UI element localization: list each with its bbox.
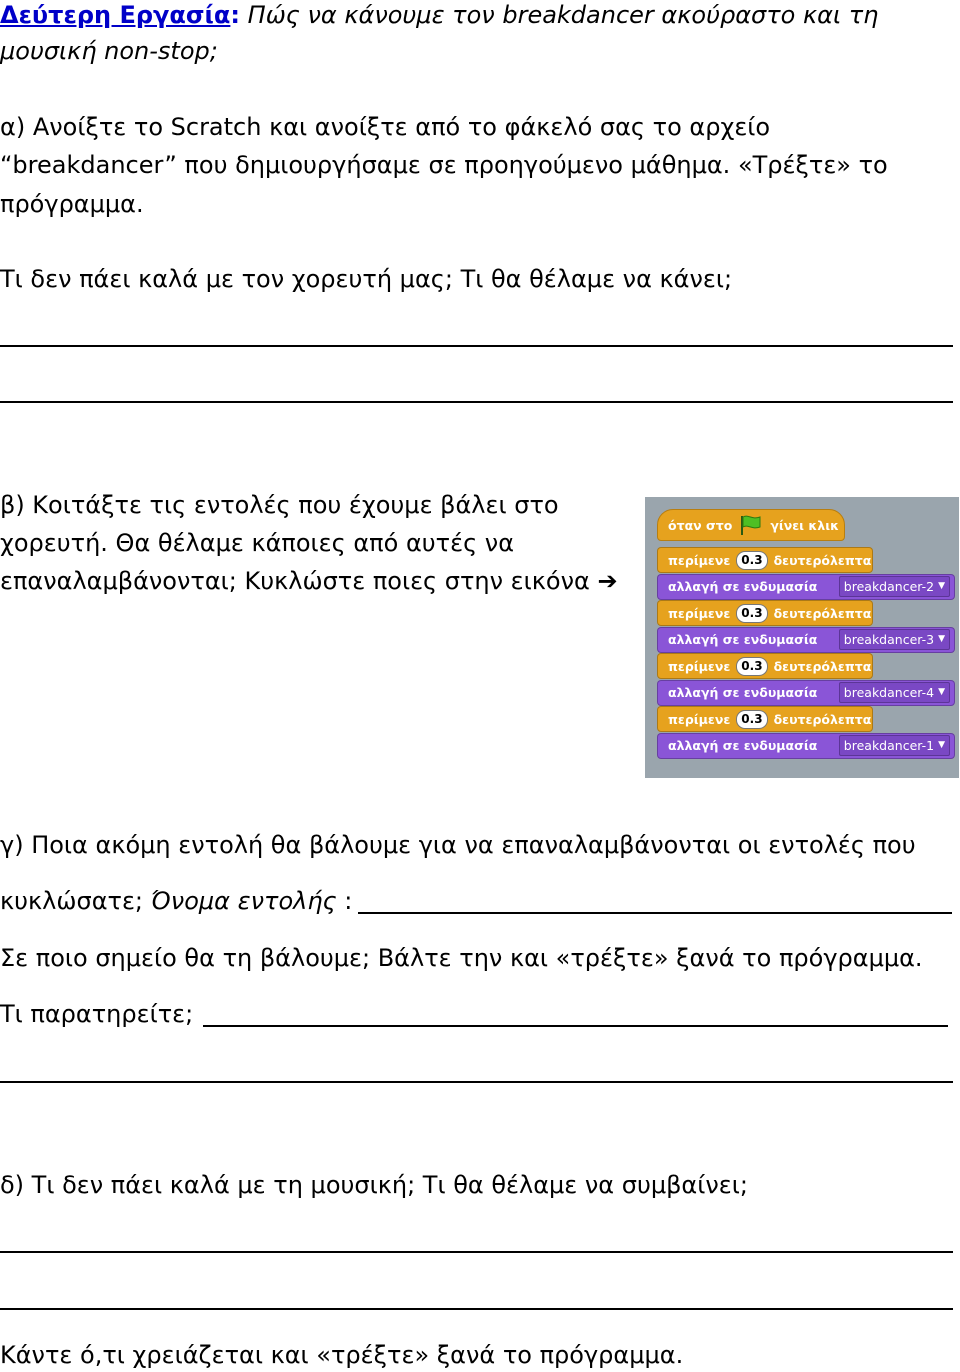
part-a-question: Τι δεν πάει καλά με τον χορευτή μας; Τι θα θέλαμε να κάνει; xyxy=(0,265,733,293)
costume-name: breakdancer-3 xyxy=(843,632,935,647)
wait-block xyxy=(657,706,873,732)
answer-line xyxy=(0,1308,953,1310)
scratch-script-image xyxy=(645,497,959,778)
costume-dropdown xyxy=(839,682,950,703)
part-a-line1: α) Ανοίξτε το Scratch και ανοίξτε από το φάκελό σας το αρχείο xyxy=(0,113,771,141)
part-c-line2-suffix: : xyxy=(336,887,353,915)
wait-seconds-value: 0.3 xyxy=(736,710,767,729)
part-b-line3 xyxy=(0,566,618,596)
switch-costume-label: αλλαγή σε ενδυμασία xyxy=(668,738,818,753)
part-a-line2: “breakdancer” που δημιουργήσαμε σε προηγούμενο μάθημα. «Τρέξτε» το xyxy=(0,151,888,179)
right-arrow-icon: ➔ xyxy=(597,567,618,595)
part-b-line2: χορευτή. Θα θέλαμε κάποιες από αυτές να xyxy=(0,529,515,557)
dropdown-arrow-icon: ▼ xyxy=(938,581,945,591)
wait-label: περίμενε xyxy=(668,552,731,568)
part-d-question: δ) Τι δεν πάει καλά με τη μουσική; Τι θα θέλαμε να συμβαίνει; xyxy=(0,1171,748,1199)
answer-line xyxy=(0,401,953,403)
command-name-label: Όνομα εντολής xyxy=(150,887,337,915)
task-question-line2: μουσική non-stop; xyxy=(0,37,218,65)
answer-line xyxy=(0,1251,953,1253)
wait-label: περίμενε xyxy=(668,711,731,727)
wait-seconds-value: 0.3 xyxy=(736,551,767,570)
part-d-final: Κάντε ό,τι χρειάζεται και «τρέξτε» ξανά το πρόγραμμα. xyxy=(0,1341,684,1369)
part-a-line3: πρόγραμμα. xyxy=(0,190,144,218)
switch-costume-label: αλλαγή σε ενδυμασία xyxy=(668,632,818,647)
part-c-line4: Τι παρατηρείτε; xyxy=(0,1000,194,1028)
wait-seconds-value: 0.3 xyxy=(736,604,767,623)
switch-costume-block xyxy=(657,680,955,706)
green-flag-icon xyxy=(738,514,764,536)
wait-label: περίμενε xyxy=(668,658,731,674)
wait-unit: δευτερόλεπτα xyxy=(773,605,872,621)
costume-dropdown xyxy=(839,576,950,597)
wait-unit: δευτερόλεπτα xyxy=(773,658,872,674)
costume-dropdown xyxy=(839,629,950,650)
costume-name: breakdancer-2 xyxy=(843,579,935,594)
when-flag-clicked-block xyxy=(657,509,845,541)
part-c-line2-prefix: κυκλώσατε; xyxy=(0,887,144,915)
task-title-colon: : xyxy=(230,1,240,29)
task-title xyxy=(0,0,878,30)
switch-costume-label: αλλαγή σε ενδυμασία xyxy=(668,685,818,700)
costume-name: breakdancer-4 xyxy=(843,685,935,700)
answer-line xyxy=(203,1025,948,1027)
dropdown-arrow-icon: ▼ xyxy=(938,740,945,750)
answer-line xyxy=(0,1081,953,1083)
wait-unit: δευτερόλεπτα xyxy=(773,711,872,727)
hat-text-after: γίνει κλικ xyxy=(770,517,839,533)
costume-name: breakdancer-1 xyxy=(843,738,935,753)
part-c-line2 xyxy=(0,886,352,916)
wait-block xyxy=(657,653,873,679)
answer-line xyxy=(0,345,953,347)
dropdown-arrow-icon: ▼ xyxy=(938,687,945,697)
wait-block xyxy=(657,600,873,626)
part-c-line1: γ) Ποια ακόμη εντολή θα βάλουμε για να επαναλαμβάνονται οι εντολές που xyxy=(0,831,916,859)
switch-costume-block xyxy=(657,733,955,759)
dropdown-arrow-icon: ▼ xyxy=(938,634,945,644)
answer-line xyxy=(358,912,952,914)
part-b-line3-text: επαναλαμβάνονται; Κυκλώστε ποιες στην εικόνα xyxy=(0,567,590,595)
part-c-line3: Σε ποιο σημείο θα τη βάλουμε; Βάλτε την και «τρέξτε» ξανά το πρόγραμμα. xyxy=(0,944,923,972)
task-title-label: Δεύτερη Εργασία xyxy=(0,1,231,29)
switch-costume-block xyxy=(657,574,955,600)
switch-costume-block xyxy=(657,627,955,653)
switch-costume-label: αλλαγή σε ενδυμασία xyxy=(668,579,818,594)
wait-seconds-value: 0.3 xyxy=(736,657,767,676)
wait-unit: δευτερόλεπτα xyxy=(773,552,872,568)
hat-text-before: όταν στο xyxy=(668,517,733,533)
wait-label: περίμενε xyxy=(668,605,731,621)
costume-dropdown xyxy=(839,735,950,756)
part-b-line1: β) Κοιτάξτε τις εντολές που έχουμε βάλει στο xyxy=(0,491,559,519)
task-question-line1: Πώς να κάνουμε τον breakdancer ακούραστο και τη xyxy=(247,1,879,29)
wait-block xyxy=(657,547,873,573)
